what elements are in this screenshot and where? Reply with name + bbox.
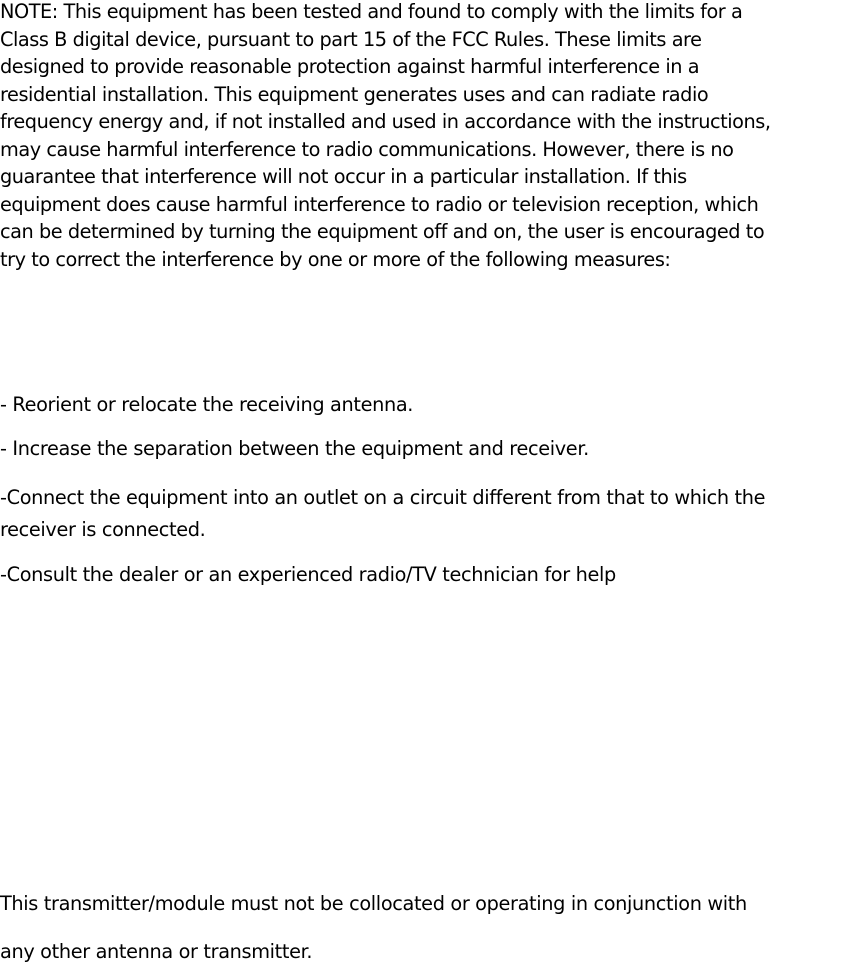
fcc-notice-paragraph bbox=[0, 0, 842, 273]
fcc-notice-line: Class B digital device, pursuant to part 15 of the FCC Rules. These limits are bbox=[0, 27, 702, 51]
collocation-line: any other antenna or transmitter. bbox=[0, 940, 313, 963]
fcc-notice-line: frequency energy and, if not installed and used in accordance with the instructions, bbox=[0, 110, 771, 133]
collocation-statement bbox=[0, 880, 842, 976]
collocation-line: This transmitter/module must not be collocated or operating in conjunction with bbox=[0, 892, 747, 915]
fcc-notice-line: equipment does cause harmful interference to radio or television reception, which bbox=[0, 192, 759, 216]
measure-connect-line: -Connect the equipment into an outlet on a circuit different from that to which the bbox=[0, 486, 766, 509]
fcc-notice-line: NOTE: This equipment has been tested and found to comply with the limits for a bbox=[0, 0, 743, 23]
fcc-notice-line: can be determined by turning the equipment off and on, the user is encouraged to bbox=[0, 220, 765, 243]
measure-consult-dealer: -Consult the dealer or an experienced radio/TV technician for help bbox=[0, 563, 616, 586]
measure-increase-separation: - Increase the separation between the equipment and receiver. bbox=[0, 437, 589, 460]
measure-connect-line: receiver is connected. bbox=[0, 518, 206, 541]
measure-connect-different-outlet bbox=[0, 482, 842, 546]
fcc-notice-line: designed to provide reasonable protection against harmful interference in a bbox=[0, 55, 700, 78]
fcc-notice-line: try to correct the interference by one or more of the following measures: bbox=[0, 247, 671, 271]
fcc-notice-line: guarantee that interference will not occur in a particular installation. If this bbox=[0, 165, 687, 188]
fcc-notice-line: residential installation. This equipment generates uses and can radiate radio bbox=[0, 82, 709, 106]
fcc-notice-line: may cause harmful interference to radio communications. However, there is no bbox=[0, 137, 734, 161]
measure-reorient-antenna: - Reorient or relocate the receiving antenna. bbox=[0, 393, 414, 416]
